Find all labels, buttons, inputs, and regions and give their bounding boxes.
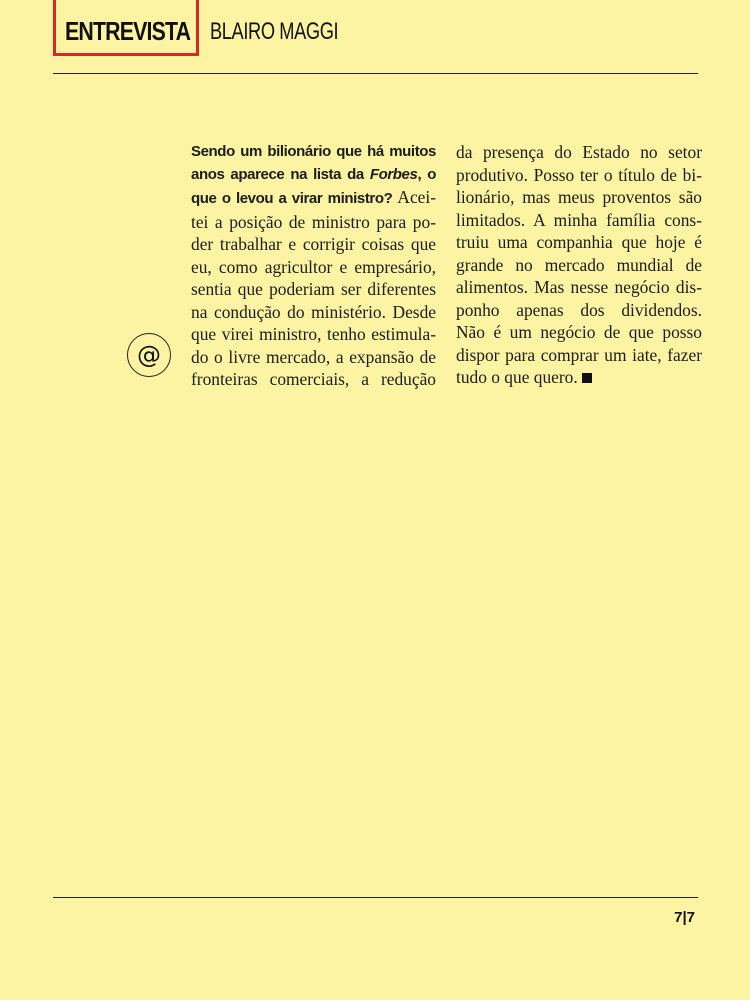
page-number: 7|7	[674, 909, 695, 926]
text-line: der trabalhar e corrigir coisas que	[191, 234, 436, 254]
article-column-2	[456, 141, 702, 389]
text-line: do o livre mercado, a expansão de	[191, 346, 436, 367]
text-line: sentia que poderiam ser diferentes	[191, 279, 436, 299]
text-line: tei a posição de ministro para po-	[191, 211, 436, 232]
interviewee-name: BLAIRO MAGGI	[210, 18, 339, 45]
end-of-article-icon	[582, 373, 592, 383]
question-line: Sendo um bilionário que há muitos	[191, 143, 436, 160]
question-end: que o levou a virar ministro?	[191, 190, 393, 207]
footer-divider	[53, 897, 698, 898]
text-line: da presença do Estado no setor	[456, 142, 702, 162]
text-line: limitados. A minha família cons-	[456, 209, 702, 230]
question-line: anos aparece na lista da Forbes, o	[191, 165, 436, 183]
text-line: dispor para comprar um iate, fazer	[456, 344, 702, 365]
header-divider	[53, 73, 698, 74]
text-line: produtivo. Posso ter o título de bi-	[456, 164, 702, 185]
text-line: Não é um negócio de que posso	[456, 322, 702, 342]
text-line: fronteiras comerciais, a redução	[191, 369, 436, 389]
section-label: ENTREVISTA	[65, 16, 191, 46]
text-line: alimentos. Mas nesse negócio dis-	[456, 277, 702, 297]
article-column-1	[191, 141, 436, 391]
text-line: que virei ministro, tenho estimula-	[191, 324, 436, 344]
text-line: lionário, mas meus proventos são	[456, 187, 702, 207]
magazine-name: Forbes	[369, 165, 418, 183]
text-line: truiu uma companhia que hoje é	[456, 232, 702, 252]
text-line: na condução do ministério. Desde	[191, 301, 436, 322]
text-line: grande no mercado mundial de	[456, 254, 702, 275]
text-line: eu, como agricultor e empresário,	[191, 256, 436, 277]
text-line: ponho apenas dos dividendos.	[456, 299, 702, 320]
text-line: que o levou a virar ministro? Acei-	[191, 187, 437, 207]
text-line: tudo o que quero.	[456, 366, 702, 389]
at-sign-icon: @	[127, 333, 171, 377]
